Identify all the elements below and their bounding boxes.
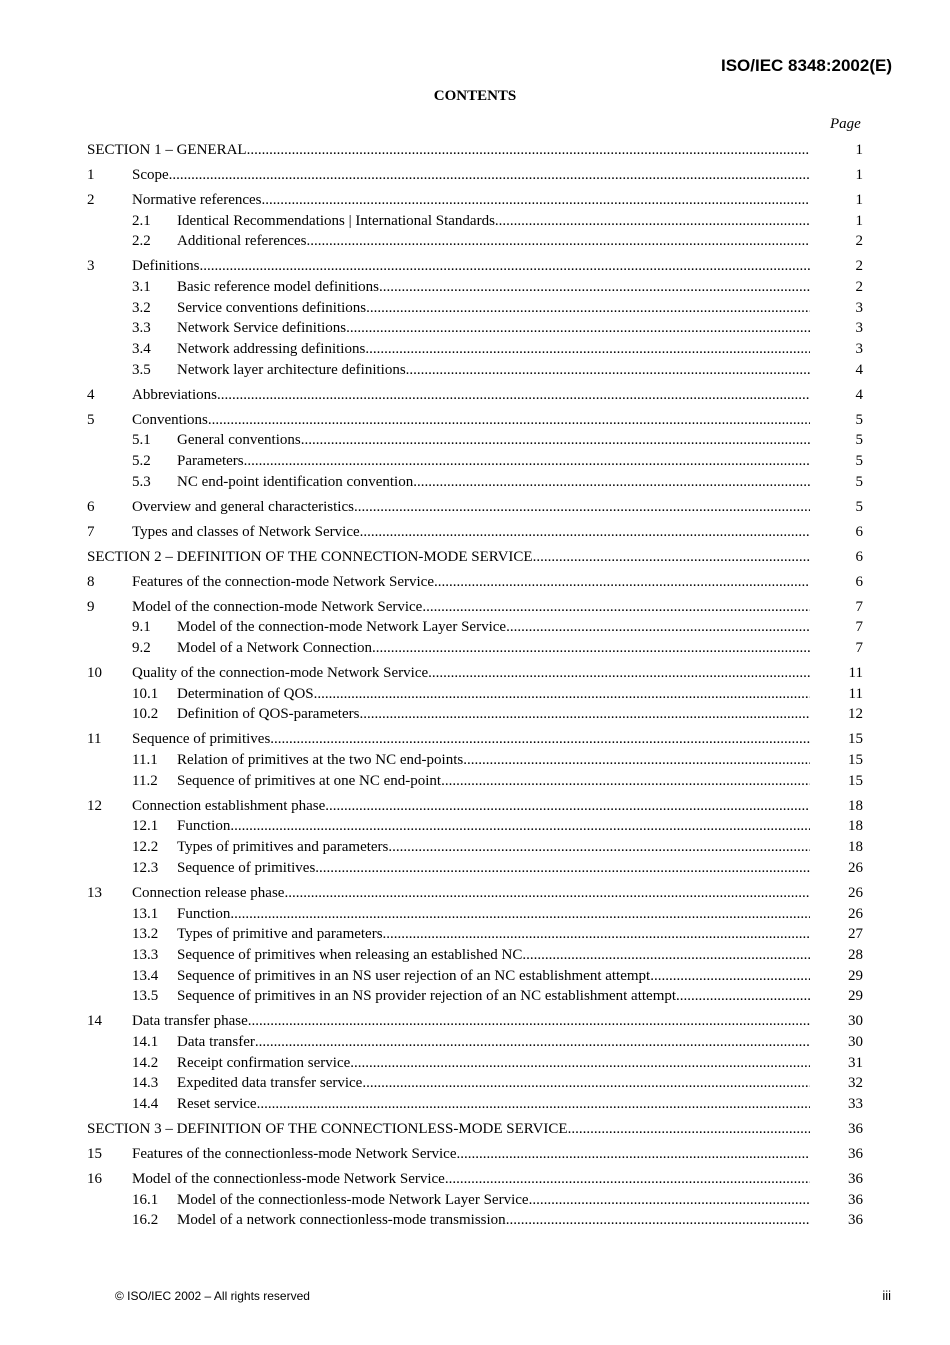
toc-entry-text: Sequence of primitives xyxy=(132,731,271,748)
dot-leader xyxy=(230,904,810,925)
toc-entry-text: SECTION 2 – DEFINITION OF THE CONNECTION-MODE SERVICE xyxy=(87,548,533,565)
dot-leader xyxy=(230,816,810,837)
toc-entry-text: Network Service definitions xyxy=(177,320,347,337)
toc-entry-title xyxy=(132,1032,810,1053)
toc-entry-text: Sequence of primitives at one NC end-point xyxy=(177,772,442,789)
toc-entry-title xyxy=(87,1169,810,1190)
toc-entry-text: Function xyxy=(177,818,231,835)
toc-entry-text: Expedited data transfer service xyxy=(177,1075,363,1092)
toc-entry[interactable] xyxy=(87,1011,863,1032)
toc-entry-page: 36 xyxy=(848,1145,863,1162)
toc-entry-number: 13.3 xyxy=(132,946,159,963)
toc-entry[interactable] xyxy=(87,547,863,568)
dot-leader xyxy=(208,410,810,431)
toc-entry-page: 7 xyxy=(855,619,863,636)
toc-entry-title xyxy=(132,430,810,451)
toc-entry-title xyxy=(87,796,810,817)
toc-entry-page: 31 xyxy=(848,1054,863,1071)
toc-entry-title xyxy=(132,924,810,945)
toc-entry[interactable] xyxy=(87,729,863,750)
toc-entry-title xyxy=(87,547,810,568)
dot-leader xyxy=(506,617,810,638)
toc-entry-number: 5.3 xyxy=(132,473,151,490)
toc-entry[interactable] xyxy=(87,277,863,298)
toc-entry-title xyxy=(87,190,810,211)
toc-entry-text: Additional references xyxy=(177,233,307,250)
dot-leader xyxy=(247,140,810,161)
toc-entry-title xyxy=(132,617,810,638)
toc-entry-text: Connection establishment phase xyxy=(132,797,326,814)
dot-leader xyxy=(301,430,810,451)
toc-entry[interactable] xyxy=(87,190,863,211)
toc-entry-number: 2 xyxy=(87,191,95,208)
toc-entry-number: 16.2 xyxy=(132,1212,159,1229)
toc-entry-title xyxy=(87,597,810,618)
toc-entry-title xyxy=(132,360,810,381)
dot-leader xyxy=(315,858,810,879)
dot-leader xyxy=(169,165,810,186)
toc-entry[interactable] xyxy=(87,1169,863,1190)
toc-entry-number: 12 xyxy=(87,797,102,814)
dot-leader xyxy=(428,663,810,684)
toc-entry-number: 14.4 xyxy=(132,1096,159,1113)
toc-entry[interactable] xyxy=(87,497,863,518)
toc-entry-page: 3 xyxy=(855,320,863,337)
toc-entry-title xyxy=(132,837,810,858)
toc-entry-number: 13 xyxy=(87,884,102,901)
dot-leader xyxy=(533,547,810,568)
toc-entry-page: 5 xyxy=(855,411,863,428)
dot-leader xyxy=(262,190,810,211)
toc-entry[interactable] xyxy=(87,451,863,472)
toc-entry-page: 30 xyxy=(848,1013,863,1030)
toc-entry-text: Definitions xyxy=(132,258,200,275)
toc-entry-page: 15 xyxy=(848,752,863,769)
toc-entry-number: 10.2 xyxy=(132,706,159,723)
toc-entry-title xyxy=(132,277,810,298)
toc-entry-page: 2 xyxy=(855,279,863,296)
toc-entry-text: Network layer architecture definitions xyxy=(177,361,406,378)
toc-entry-page: 3 xyxy=(855,299,863,316)
toc-entry-title xyxy=(87,729,810,750)
toc-entry-title xyxy=(87,522,810,543)
toc-entry-text: Network addressing definitions xyxy=(177,341,366,358)
toc-entry-text: Parameters xyxy=(177,453,244,470)
toc-entry-text: Data transfer phase xyxy=(132,1013,248,1030)
toc-entry-text: Model of the connection-mode Network Layer Service xyxy=(177,619,507,636)
toc-entry[interactable] xyxy=(87,684,863,705)
toc-entry-page: 6 xyxy=(855,523,863,540)
toc-entry-text: Sequence of primitives xyxy=(177,859,316,876)
toc-entry-text: Types of primitive and parameters xyxy=(177,926,383,943)
toc-entry[interactable] xyxy=(87,211,863,232)
toc-entry-title xyxy=(132,704,810,725)
toc-entry-text: Sequence of primitives when releasing an established NC xyxy=(177,946,523,963)
toc-entry-page: 28 xyxy=(848,946,863,963)
dot-leader xyxy=(379,277,810,298)
toc-entry[interactable] xyxy=(87,430,863,451)
toc-entry-title xyxy=(132,858,810,879)
toc-entry[interactable] xyxy=(87,360,863,381)
toc-entry[interactable] xyxy=(87,704,863,725)
toc-entry[interactable] xyxy=(87,597,863,618)
toc-entry-title xyxy=(87,410,810,431)
toc-entry[interactable] xyxy=(87,617,863,638)
toc-entry-page: 29 xyxy=(848,988,863,1005)
dot-leader xyxy=(495,211,810,232)
toc-entry-page: 29 xyxy=(848,967,863,984)
toc-entry-page: 26 xyxy=(848,859,863,876)
toc-entry-number: 3.5 xyxy=(132,361,151,378)
footer-page-number: iii xyxy=(882,1288,891,1303)
toc-entry-text: Receipt confirmation service xyxy=(177,1054,351,1071)
toc-entry-text: SECTION 3 – DEFINITION OF THE CONNECTIONLESS-MODE SERVICE xyxy=(87,1121,568,1137)
toc-entry-number: 16 xyxy=(87,1170,102,1187)
toc-entry[interactable] xyxy=(87,816,863,837)
toc-entry-title xyxy=(132,986,810,1007)
toc-entry-page: 11 xyxy=(848,665,863,682)
toc-entry-text: Conventions xyxy=(132,411,208,428)
toc-entry-number: 12.1 xyxy=(132,818,159,835)
toc-entry[interactable] xyxy=(87,1094,863,1115)
toc-entry-text: Normative references xyxy=(132,191,262,208)
toc-entry[interactable] xyxy=(87,1119,863,1140)
toc-entry-page: 11 xyxy=(848,685,863,702)
toc-entry-page: 18 xyxy=(848,818,863,835)
dot-leader xyxy=(255,1032,810,1053)
toc-entry-page: 4 xyxy=(855,361,863,378)
toc-entry-number: 1 xyxy=(87,166,95,183)
toc-entry-title xyxy=(132,816,810,837)
toc-entry-title xyxy=(87,140,810,161)
dot-leader xyxy=(522,945,810,966)
toc-entry-title xyxy=(132,945,810,966)
toc-entry-page: 30 xyxy=(848,1033,863,1050)
toc-entry-text: Model of a network connectionless-mode transmission xyxy=(177,1212,506,1229)
toc-entry-text: Model of the connectionless-mode Network Layer Service xyxy=(177,1191,529,1208)
toc-entry[interactable] xyxy=(87,318,863,339)
toc-entry-number: 2.1 xyxy=(132,212,151,229)
footer-copyright: © ISO/IEC 2002 – All rights reserved xyxy=(115,1289,310,1303)
toc-entry-page: 1 xyxy=(855,191,863,208)
dot-leader xyxy=(372,638,810,659)
toc-entry-title xyxy=(132,451,810,472)
toc-entry[interactable] xyxy=(87,1032,863,1053)
toc-entry[interactable] xyxy=(87,1053,863,1074)
dot-leader xyxy=(506,1210,810,1231)
toc-entry-number: 14.2 xyxy=(132,1054,159,1071)
toc-entry-text: Overview and general characteristics xyxy=(132,498,354,515)
toc-entry-page: 36 xyxy=(848,1212,863,1229)
toc-entry-number: 10.1 xyxy=(132,685,159,702)
toc-entry[interactable] xyxy=(87,522,863,543)
toc-entry-page: 36 xyxy=(848,1121,863,1137)
toc-entry-page: 15 xyxy=(848,772,863,789)
toc-entry[interactable] xyxy=(87,1073,863,1094)
toc-entry-text: Features of the connection-mode Network Service xyxy=(132,573,434,590)
toc-entry-text: Features of the connectionless-mode Network Service xyxy=(132,1145,457,1162)
toc-entry-page: 7 xyxy=(855,598,863,615)
toc-entry-text: Identical Recommendations | International Standards xyxy=(177,212,495,229)
dot-leader xyxy=(200,256,811,277)
toc-entry-page: 32 xyxy=(848,1075,863,1092)
toc-entry[interactable] xyxy=(87,385,863,406)
toc-entry-number: 13.1 xyxy=(132,905,159,922)
toc-entry-page: 12 xyxy=(848,706,863,723)
dot-leader xyxy=(422,597,810,618)
toc-entry-page: 5 xyxy=(855,498,863,515)
toc-entry-text: Function xyxy=(177,905,231,922)
toc-entry-page: 1 xyxy=(855,166,863,183)
dot-leader xyxy=(676,986,810,1007)
toc-entry-text: SECTION 1 – GENERAL xyxy=(87,142,247,158)
toc-entry-page: 18 xyxy=(848,839,863,856)
toc-entry-title xyxy=(132,638,810,659)
toc-entry[interactable] xyxy=(87,837,863,858)
toc-entry-title xyxy=(132,472,810,493)
toc-entry-number: 10 xyxy=(87,665,102,682)
toc-entry-text: Model of the connectionless-mode Network Service xyxy=(132,1170,445,1187)
toc-entry-page: 6 xyxy=(855,573,863,590)
toc-entry-number: 3.3 xyxy=(132,320,151,337)
toc-entry-text: Data transfer xyxy=(177,1033,255,1050)
dot-leader xyxy=(406,360,810,381)
toc-entry-page: 5 xyxy=(855,473,863,490)
dot-leader xyxy=(441,771,810,792)
toc-entry-number: 14.1 xyxy=(132,1033,159,1050)
toc-entry-number: 13.4 xyxy=(132,967,159,984)
toc-entry[interactable] xyxy=(87,256,863,277)
toc-entry-title xyxy=(87,165,810,186)
toc-entry[interactable] xyxy=(87,924,863,945)
dot-leader xyxy=(383,924,810,945)
dot-leader xyxy=(413,472,810,493)
dot-leader xyxy=(434,572,810,593)
toc-entry-title xyxy=(132,1053,810,1074)
dot-leader xyxy=(366,298,810,319)
toc-entry[interactable] xyxy=(87,858,863,879)
dot-leader xyxy=(360,522,810,543)
toc-entry[interactable] xyxy=(87,572,863,593)
dot-leader xyxy=(346,318,810,339)
toc-entry-number: 3.1 xyxy=(132,279,151,296)
dot-leader xyxy=(325,796,810,817)
toc-entry[interactable] xyxy=(87,1210,863,1231)
dot-leader xyxy=(248,1011,810,1032)
toc-entry-number: 9.2 xyxy=(132,640,151,657)
toc-entry-number: 11.1 xyxy=(132,752,158,769)
toc-entry-page: 1 xyxy=(855,212,863,229)
toc-entry-number: 6 xyxy=(87,498,95,515)
dot-leader xyxy=(244,451,810,472)
table-of-contents xyxy=(87,140,863,1231)
dot-leader xyxy=(456,1144,810,1165)
toc-entry-title xyxy=(132,1073,810,1094)
toc-entry-page: 36 xyxy=(848,1170,863,1187)
toc-entry-title xyxy=(87,1119,810,1140)
toc-entry-text: Sequence of primitives in an NS user rejection of an NC establishment attempt xyxy=(177,967,651,984)
toc-entry-number: 11 xyxy=(87,731,102,748)
toc-entry-number: 15 xyxy=(87,1145,102,1162)
toc-entry-page: 33 xyxy=(848,1096,863,1113)
toc-entry-number: 8 xyxy=(87,573,95,590)
toc-entry[interactable] xyxy=(87,339,863,360)
toc-entry-number: 12.2 xyxy=(132,839,159,856)
toc-entry-number: 13.2 xyxy=(132,926,159,943)
toc-entry-title xyxy=(132,904,810,925)
dot-leader xyxy=(270,729,810,750)
toc-entry[interactable] xyxy=(87,1190,863,1211)
toc-entry-text: Relation of primitives at the two NC end-points xyxy=(177,752,464,769)
toc-entry[interactable] xyxy=(87,966,863,987)
toc-entry-text: Basic reference model definitions xyxy=(177,279,380,296)
toc-entry-page: 4 xyxy=(855,386,863,403)
toc-entry-page: 18 xyxy=(848,797,863,814)
toc-entry-title xyxy=(87,663,810,684)
toc-entry[interactable] xyxy=(87,663,863,684)
toc-entry-number: 5.2 xyxy=(132,453,151,470)
toc-entry-text: Sequence of primitives in an NS provider rejection of an NC establishment attempt xyxy=(177,988,677,1005)
toc-entry-page: 1 xyxy=(855,142,863,158)
toc-entry-number: 2.2 xyxy=(132,233,151,250)
toc-entry-text: Scope xyxy=(132,166,169,183)
toc-entry-text: Service conventions definitions xyxy=(177,299,367,316)
toc-entry-text: Types of primitives and parameters xyxy=(177,839,389,856)
toc-entry-title xyxy=(87,1144,810,1165)
toc-entry[interactable] xyxy=(87,883,863,904)
toc-entry-text: Definition of QOS-parameters xyxy=(177,706,360,723)
toc-entry-title xyxy=(132,211,810,232)
dot-leader xyxy=(650,966,810,987)
toc-entry-page: 36 xyxy=(848,1191,863,1208)
toc-entry-title xyxy=(87,572,810,593)
page-column-label: Page xyxy=(830,116,861,132)
toc-entry-title xyxy=(132,318,810,339)
toc-entry[interactable] xyxy=(87,472,863,493)
toc-entry-page: 2 xyxy=(855,258,863,275)
dot-leader xyxy=(362,1073,810,1094)
toc-entry-page: 7 xyxy=(855,640,863,657)
toc-entry-text: Determination of QOS xyxy=(177,685,314,702)
toc-entry-number: 9.1 xyxy=(132,619,151,636)
toc-entry[interactable] xyxy=(87,638,863,659)
toc-entry-title xyxy=(132,1190,810,1211)
toc-entry-page: 2 xyxy=(855,233,863,250)
toc-entry-number: 5 xyxy=(87,411,95,428)
toc-entry-title xyxy=(132,1210,810,1231)
toc-entry-title xyxy=(132,339,810,360)
dot-leader xyxy=(445,1169,810,1190)
toc-entry-page: 27 xyxy=(848,926,863,943)
toc-entry-number: 3.2 xyxy=(132,299,151,316)
toc-entry-number: 7 xyxy=(87,523,95,540)
dot-leader xyxy=(463,750,810,771)
toc-entry-title xyxy=(132,1094,810,1115)
toc-entry-page: 15 xyxy=(848,731,863,748)
toc-entry[interactable] xyxy=(87,140,863,161)
dot-leader xyxy=(257,1094,810,1115)
toc-entry[interactable] xyxy=(87,771,863,792)
toc-entry-title xyxy=(87,497,810,518)
toc-entry-page: 3 xyxy=(855,341,863,358)
toc-entry-text: Model of the connection-mode Network Service xyxy=(132,598,423,615)
toc-entry-text: General conventions xyxy=(177,432,301,449)
toc-entry-title xyxy=(132,750,810,771)
toc-entry[interactable] xyxy=(87,986,863,1007)
toc-entry[interactable] xyxy=(87,796,863,817)
dot-leader xyxy=(314,684,810,705)
toc-entry-page: 26 xyxy=(848,884,863,901)
toc-entry-text: NC end-point identification convention xyxy=(177,473,414,490)
toc-entry-text: Reset service xyxy=(177,1096,257,1113)
toc-entry[interactable] xyxy=(87,750,863,771)
toc-entry-page: 5 xyxy=(855,453,863,470)
toc-entry-text: Model of a Network Connection xyxy=(177,640,372,657)
toc-entry-page: 5 xyxy=(855,432,863,449)
toc-entry-number: 3.4 xyxy=(132,341,151,358)
toc-entry-title xyxy=(132,231,810,252)
toc-entry-text: Abbreviations xyxy=(132,386,217,403)
toc-entry-number: 9 xyxy=(87,598,95,615)
toc-entry-title xyxy=(87,883,810,904)
dot-leader xyxy=(354,497,810,518)
toc-entry[interactable] xyxy=(87,410,863,431)
toc-entry[interactable] xyxy=(87,231,863,252)
dot-leader xyxy=(217,385,810,406)
dot-leader xyxy=(365,339,810,360)
toc-entry-number: 14 xyxy=(87,1013,102,1030)
toc-entry-number: 14.3 xyxy=(132,1075,159,1092)
toc-entry-page: 6 xyxy=(855,548,863,565)
toc-entry-title xyxy=(132,966,810,987)
dot-leader xyxy=(359,704,810,725)
dot-leader xyxy=(350,1053,810,1074)
toc-entry-text: Quality of the connection-mode Network Service xyxy=(132,665,429,682)
toc-entry-text: Types and classes of Network Service xyxy=(132,523,360,540)
document-id-header: ISO/IEC 8348:2002(E) xyxy=(720,56,892,75)
toc-entry-number: 11.2 xyxy=(132,772,158,789)
toc-entry-title xyxy=(87,1011,810,1032)
toc-entry[interactable] xyxy=(87,904,863,925)
toc-entry-title xyxy=(87,385,810,406)
toc-entry-text: Connection release phase xyxy=(132,884,285,901)
dot-leader xyxy=(307,231,810,252)
toc-entry-title xyxy=(132,684,810,705)
contents-title: CONTENTS xyxy=(433,88,517,104)
toc-entry[interactable] xyxy=(87,298,863,319)
toc-entry-page: 26 xyxy=(848,905,863,922)
toc-entry-number: 3 xyxy=(87,258,95,275)
toc-entry-number: 5.1 xyxy=(132,432,151,449)
toc-entry[interactable] xyxy=(87,1144,863,1165)
toc-entry[interactable] xyxy=(87,945,863,966)
toc-entry[interactable] xyxy=(87,165,863,186)
dot-leader xyxy=(388,837,810,858)
dot-leader xyxy=(568,1119,810,1140)
toc-entry-title xyxy=(87,256,810,277)
toc-entry-title xyxy=(132,771,810,792)
toc-entry-number: 12.3 xyxy=(132,859,159,876)
toc-entry-number: 4 xyxy=(87,386,95,403)
dot-leader xyxy=(284,883,810,904)
dot-leader xyxy=(529,1190,810,1211)
toc-entry-number: 16.1 xyxy=(132,1191,159,1208)
toc-entry-title xyxy=(132,298,810,319)
toc-entry-number: 13.5 xyxy=(132,988,159,1005)
